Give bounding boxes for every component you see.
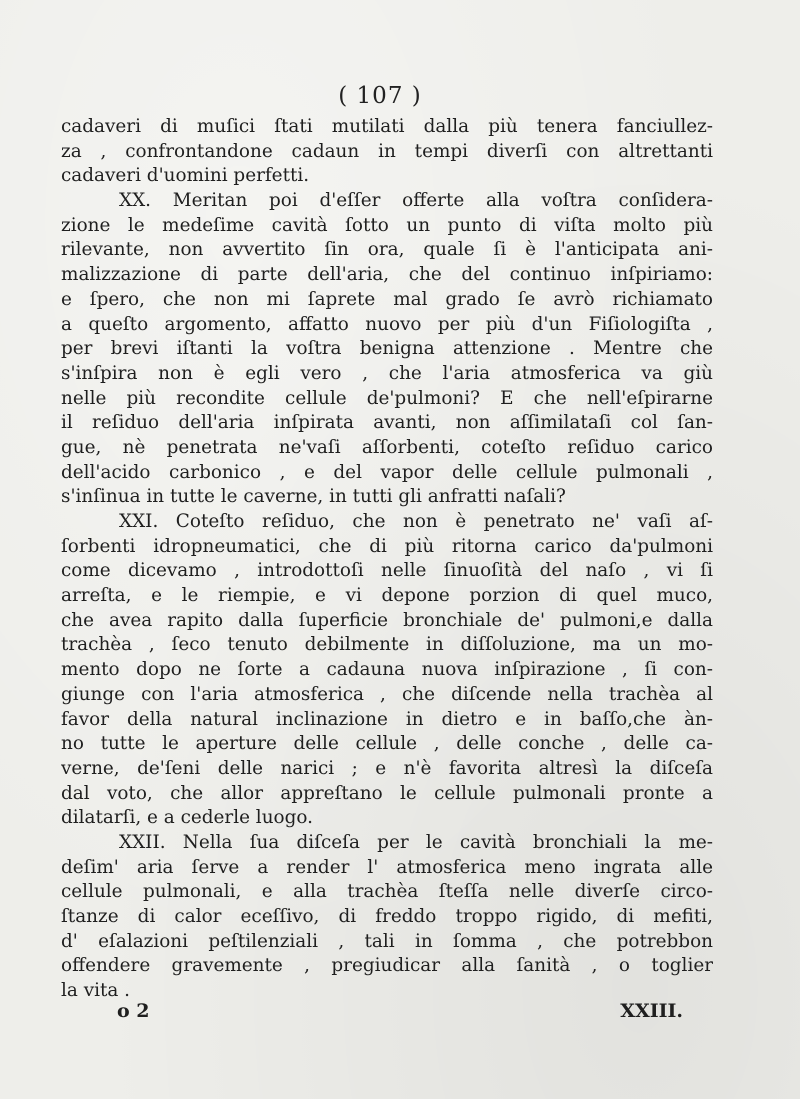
page-number: ( 107 ) xyxy=(338,83,422,109)
text-line: dal voto, che allor appreſtano le cellule pulmonali pronte a xyxy=(61,782,713,804)
text-line: dell'acido carbonico , e del vapor delle cellule pulmonali , xyxy=(61,461,713,483)
text-line: s'inſpira non è egli vero , che l'aria atmosferica va giù xyxy=(61,362,713,384)
text-line: a queſto argomento, affatto nuovo per più d'un Fiſiologiſta , xyxy=(61,313,713,335)
text-line: la vita . xyxy=(61,980,131,1002)
catchword: XXIII. xyxy=(620,1000,683,1022)
text-line: verne, de'ſeni delle narici ; e n'è favorita altresì la diſceſa xyxy=(61,757,713,779)
text-line: favor della natural inclinazione in dietro e in baſſo,che àn- xyxy=(61,708,713,730)
text-line: per brevi iſtanti la voſtra benigna attenzione . Mentre che xyxy=(61,338,713,360)
text-line: gue, nè penetrata ne'vaſi aſſorbenti, coteſto reſiduo carico xyxy=(61,436,713,458)
text-line: trachèa , ſeco tenuto debilmente in diſſoluzione, ma un mo- xyxy=(61,634,713,656)
paragraph-xx-start: XX. Meritan poi d'eſſer offerte alla voſtra conſidera- xyxy=(119,190,713,212)
text-line: ſorbenti idropneumatici, che di più ritorna carico da'pulmoni xyxy=(61,535,713,557)
text-line: offendere gravemente , pregiudicar alla ſanità , o toglier xyxy=(61,955,713,977)
text-line: cellule pulmonali, e alla trachèa ſteſſa nelle diverſe circo- xyxy=(61,881,713,903)
text-line: cadaveri d'uomini perfetti. xyxy=(61,165,310,187)
text-line: dilatarſi, e a cederle luogo. xyxy=(61,807,313,829)
body-text xyxy=(61,115,713,1004)
text-line: che avea rapito dalla ſuperficie bronchiale de' pulmoni,e dalla xyxy=(61,609,713,631)
text-line: cadaveri di muſici ſtati mutilati dalla più tenera fanciullez- xyxy=(61,116,713,137)
text-line: il reſiduo dell'aria inſpirata avanti, non aſſimilataſi col ſan- xyxy=(61,412,713,434)
paragraph-xxii-start: XXII. Nella ſua diſceſa per le cavità bronchiali la me- xyxy=(119,831,713,853)
signature-mark: o 2 xyxy=(117,1000,150,1022)
page-footer xyxy=(61,1000,683,1028)
text-line: ſtanze di calor eceſſivo, di freddo troppo rigido, di mefiti, xyxy=(61,906,713,927)
text-line: arreſta, e le riempie, e vi depone porzion di quel muco, xyxy=(61,585,713,607)
text-line: deſim' aria ſerve a render l' atmosferica meno ingrata alle xyxy=(61,856,713,878)
text-line: rilevante, non avvertito ſin ora, quale ſi è l'anticipata ani- xyxy=(61,239,713,261)
text-line: malizzazione di parte dell'aria, che del continuo inſpiriamo: xyxy=(61,264,713,286)
text-line: mento dopo ne ſorte a cadauna nuova inſpirazione , ſi con- xyxy=(61,659,713,681)
paragraph-xxi-start: XXI. Coteſto reſiduo, che non è penetrato ne' vaſi aſ- xyxy=(119,511,713,532)
text-line: come dicevamo , introdottoſi nelle ſinuoſità del naſo , vi ſi xyxy=(61,560,713,582)
text-line: za , confrontandone cadaun in tempi diverſi con altrettanti xyxy=(61,140,713,162)
text-line: zione le medeſime cavità ſotto un punto di viſta molto più xyxy=(61,214,713,236)
text-line: nelle più recondite cellule de'pulmoni? E che nell'eſpirarne xyxy=(61,387,713,409)
text-line: s'inſinua in tutte le caverne, in tutti gli anfratti naſali? xyxy=(61,486,566,508)
text-line: giunge con l'aria atmosferica , che diſcende nella trachèa al xyxy=(61,683,713,705)
text-line: no tutte le aperture delle cellule , delle conche , delle ca- xyxy=(61,733,713,755)
text-line: e ſpero, che non mi ſaprete mal grado ſe avrò richiamato xyxy=(61,288,713,310)
text-line: d' eſalazioni peſtilenziali , tali in ſomma , che potrebbon xyxy=(61,930,713,952)
